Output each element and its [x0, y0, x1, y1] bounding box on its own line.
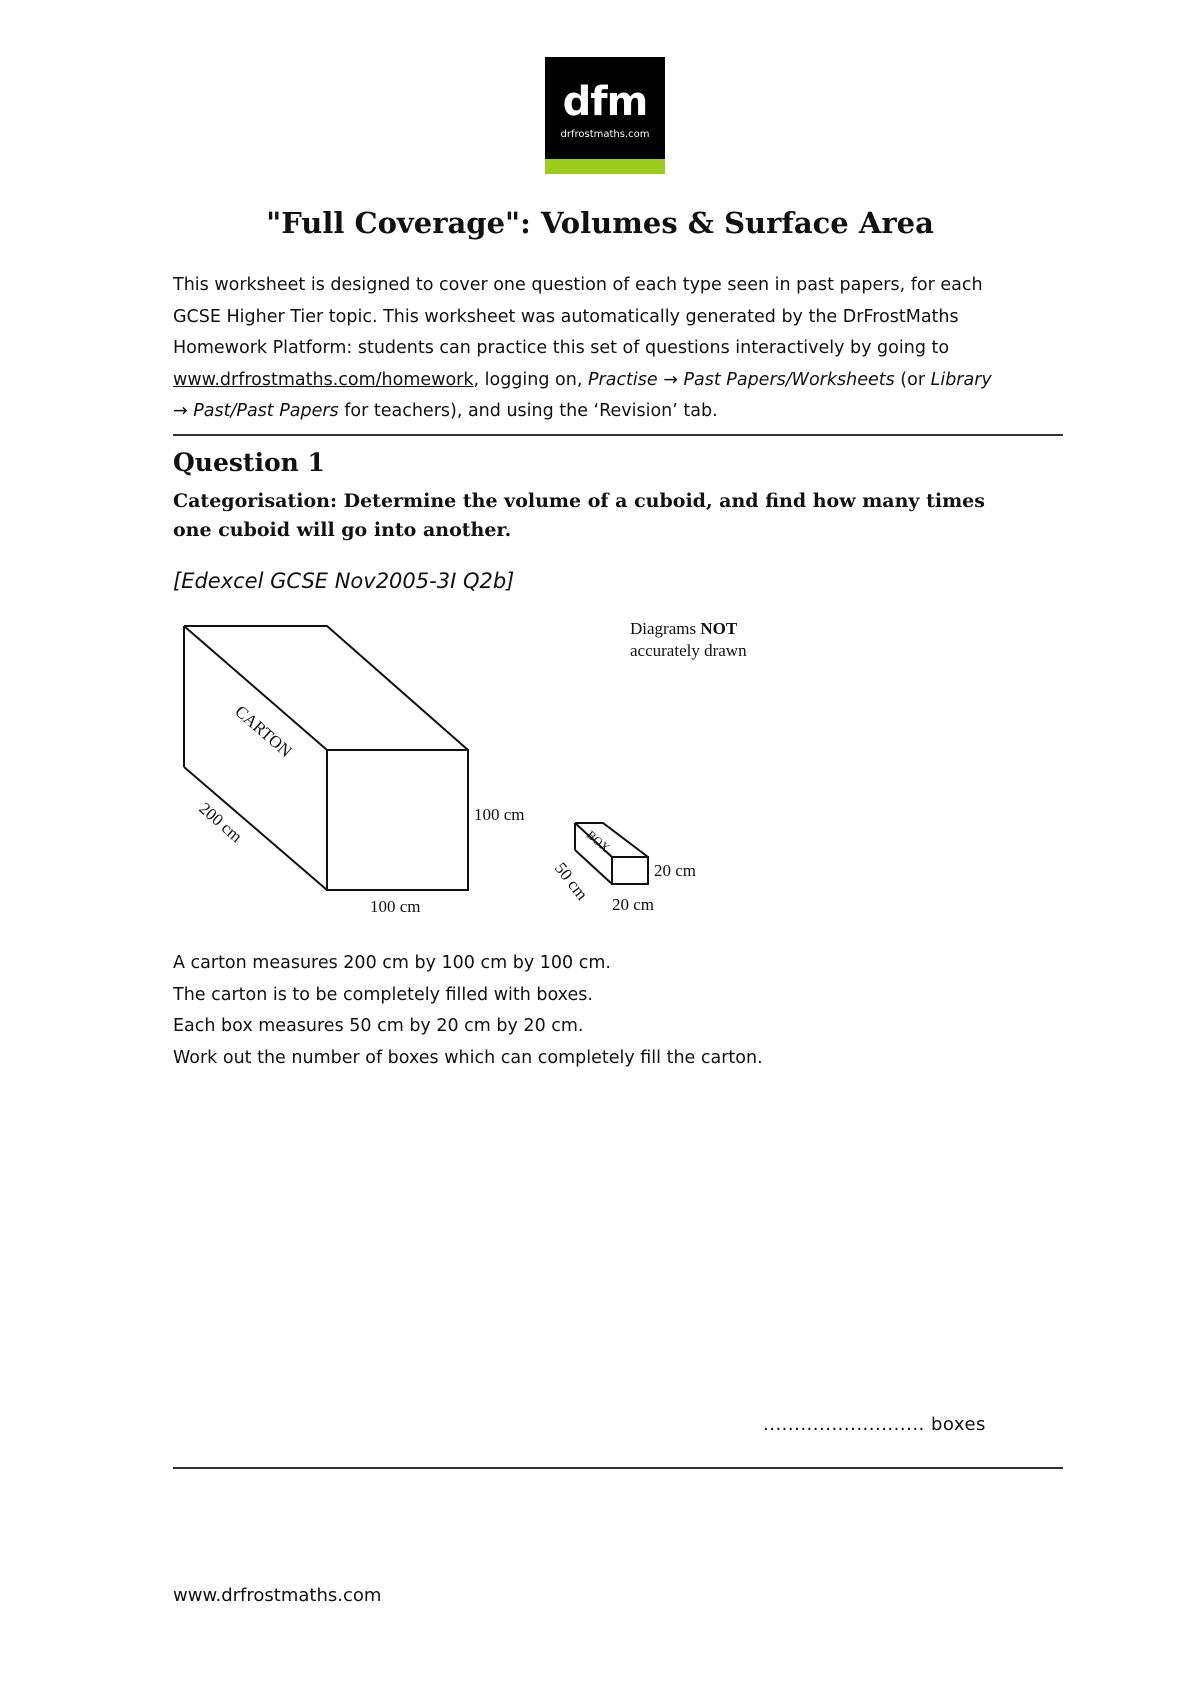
- logo-accent-bar: [545, 159, 665, 174]
- diagram-note-prefix: Diagrams: [630, 619, 701, 638]
- intro-text-or: (or: [894, 369, 931, 390]
- carton-front-face: [327, 750, 468, 890]
- box-height-label: 20 cm: [654, 861, 697, 880]
- answer-unit: boxes: [931, 1414, 986, 1435]
- page-title: "Full Coverage": Volumes & Surface Area: [266, 206, 934, 240]
- carton-label: CARTON: [231, 701, 296, 762]
- intro-text-logging: , logging on,: [473, 369, 588, 390]
- statement-line: The carton is to be completely filled with boxes.: [173, 984, 593, 1005]
- intro-text-revision: for teachers), and using the ‘Revision’ tab.: [338, 401, 718, 421]
- cuboid-diagram: [170, 610, 790, 920]
- statement-line: Work out the number of boxes which can completely fill the carton.: [173, 1047, 763, 1068]
- intro-paragraph: [173, 270, 1073, 428]
- intro-line-2: GCSE Higher Tier topic. This worksheet was automatically generated by the DrFrostMaths: [173, 306, 959, 327]
- box-length-label: 50 cm: [550, 858, 592, 904]
- statement-line: A carton measures 200 cm by 100 cm by 100 cm.: [173, 953, 611, 973]
- logo-subtext: drfrostmaths.com: [560, 129, 650, 140]
- intro-line-4: [173, 365, 1073, 397]
- question-statements: [173, 948, 1033, 1074]
- carton-top-edge: [184, 626, 468, 750]
- homework-link[interactable]: www.drfrostmaths.com/homework: [173, 369, 474, 390]
- footer-url: www.drfrostmaths.com: [173, 1585, 382, 1606]
- box-top-edge: [575, 823, 648, 857]
- diagram-note-bold: NOT: [700, 619, 738, 638]
- question-categorisation: Categorisation: Determine the volume of a cuboid, and find how many times one cuboid will go into another.: [173, 490, 985, 541]
- box-width-label: 20 cm: [612, 895, 655, 914]
- carton-width-label: 100 cm: [370, 897, 421, 916]
- carton-length-label: 200 cm: [195, 798, 246, 847]
- bottom-divider: [173, 1467, 1063, 1469]
- practise-text: Practise: [587, 369, 658, 390]
- question-source: [Edexcel GCSE Nov2005-3I Q2b]: [173, 569, 515, 593]
- box-label: BOX: [584, 827, 613, 855]
- past-papers-worksheets-text: Past Papers/Worksheets: [683, 369, 895, 390]
- carton-bottom-edge: [184, 767, 327, 890]
- carton-height-label: 100 cm: [474, 805, 525, 824]
- diagram-note-line-1: [630, 619, 738, 638]
- arrow-text-2: →: [173, 401, 194, 421]
- intro-line-3: Homework Platform: students can practice this set of questions interactively by going to: [173, 338, 950, 358]
- intro-line-5: [173, 396, 1073, 428]
- library-text: Library: [930, 369, 992, 390]
- arrow-text-1: →: [657, 369, 684, 390]
- answer-line[interactable]: [763, 1414, 986, 1435]
- past-past-papers-text: Past/Past Papers: [193, 401, 339, 421]
- box-front-face: [612, 857, 648, 884]
- logo-text: dfm: [562, 79, 648, 125]
- dfm-logo: [545, 57, 665, 174]
- top-divider: [173, 434, 1063, 436]
- answer-dots: ..........................: [763, 1414, 925, 1435]
- question-heading: Question 1: [173, 448, 325, 477]
- statement-line: Each box measures 50 cm by 20 cm by 20 cm.: [173, 1016, 584, 1036]
- intro-line-1: This worksheet is designed to cover one question of each type seen in past papers, for each: [173, 275, 983, 295]
- diagram-note-line-2: accurately drawn: [630, 641, 747, 660]
